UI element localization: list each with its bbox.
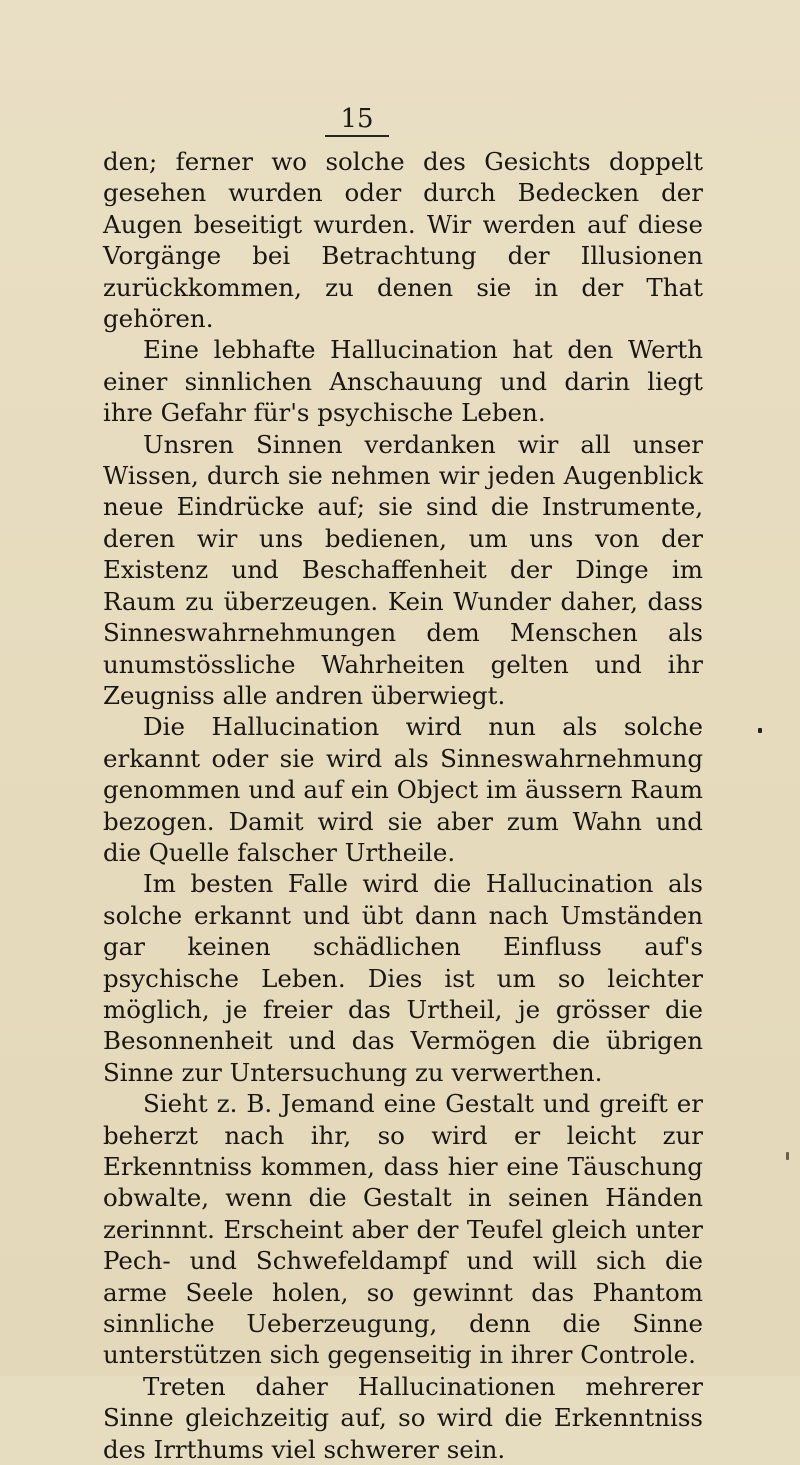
- paragraph-1: den; ferner wo solche des Gesichts doppelt gesehen wurden oder durch Bedecken der Augen beseitigt wurden. Wir werden auf diese Vorgänge bei Betrachtung der Illusionen zurückkommen, zu denen sie in der That gehören.: [103, 147, 703, 334]
- paragraph-5: Im besten Falle wird die Hallucination als solche erkannt und übt dann nach Umständen gar keinen schädlichen Einfluss auf's psychische Leben. Dies ist um so leichter möglich, je freier das Urtheil, je grösser die Besonnenheit und das Vermögen die übrigen Sinne zur Untersuchung zu verwerthen.: [103, 869, 703, 1087]
- edge-mark: [786, 1152, 789, 1160]
- paragraph-6: Sieht z. B. Jemand eine Gestalt und greift er beherzt nach ihr, so wird er leicht zur Erkenntniss kommen, dass hier eine Täuschung obwalte, wenn die Gestalt in seinen Händen zerinnnt. Erscheint aber der Teufel gleich unter Pech- und Schwefeldampf und will sich die arme Seele holen, so gewinnt das Phantom sinnliche Ueberzeugung, denn die Sinne unterstützen sich gegenseitig in ihrer Controle.: [103, 1089, 703, 1370]
- margin-mark: [758, 728, 762, 733]
- paragraph-4: Die Hallucination wird nun als solche erkannt oder sie wird als Sinneswahrnehmung genommen und auf ein Object im äussern Raum bezogen. Damit wird sie aber zum Wahn und die Quelle falscher Urtheile.: [103, 712, 703, 867]
- paragraph-2: Eine lebhafte Hallucination hat den Werth einer sinnlichen Anschauung und darin liegt ihre Gefahr für's psychische Leben.: [103, 335, 703, 428]
- paragraph-3: Unsren Sinnen verdanken wir all unser Wissen, durch sie nehmen wir jeden Augenblick neue Eindrücke auf; sie sind die Instrumente, deren wir uns bedienen, um uns von der Existenz und Beschaffenheit der Dinge im Raum zu überzeugen. Kein Wunder daher, dass Sinneswahrnehmungen dem Menschen als unumstössliche Wahrheiten gelten und ihr Zeugniss alle andren überwiegt.: [103, 429, 703, 710]
- paragraph-7: Treten daher Hallucinationen mehrerer Sinne gleichzeitig auf, so wird die Erkenntniss des Irrthums viel schwerer sein.: [103, 1371, 703, 1464]
- page-number: 15: [325, 103, 389, 137]
- body-text: [103, 146, 703, 1465]
